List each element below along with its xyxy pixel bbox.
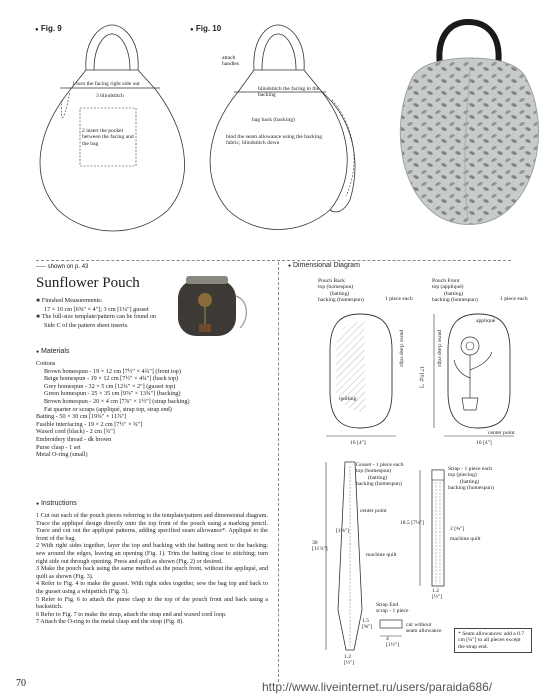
strap-bottom: 1.2 [½"] (432, 588, 443, 601)
strap-end-height: 1.5 [⅝"] (362, 618, 373, 631)
strap-end-cut: cut without seam allowance (406, 622, 442, 635)
shown-on: ----- shown on p. 43 (36, 264, 89, 270)
instruction-step: 4 Refer to Fig. 4 to make the gusset. With right sides together, sew the bag top and back to the gusset using a whipstitch (Fig. 5). (36, 580, 268, 595)
fig10-label: ● Fig. 10 (190, 24, 222, 33)
material-item: Beige homespun - 19 × 12 cm [7½" × 4¾"] (back top) (44, 375, 179, 383)
instruction-step: 3 Make the pouch back using the same method as the pouch front, without the appliqué, and quilt as shown (Fig. 3). (36, 565, 268, 580)
instruction-step: 5 Refer to Fig. 6 to attach the purse clasp to the top of the pouch front and back using a backstitch. (36, 595, 268, 611)
material-item: Fat quarter or scraps (appliqué, strap top, strap end) (44, 405, 172, 413)
seam-note: * Seam allowances: add a 0.7 cm [¼"] to all pieces except the strap end. (454, 628, 532, 653)
fig10-note-blindstitch: blindstitch the facing to the backing (258, 86, 320, 99)
fig9-note-3: 3 blindstitch (96, 93, 124, 99)
gusset-labels: Gusset - 1 piece each top (homespun) (batting) backing (homespun) (356, 462, 404, 488)
instruction-step: 1 Cut out each of the pouch pieces referring to the template/pattern and dimensional diagram. Trace the appliqué design directly onto the top front of the pouch using a marking pencil. Trace and cut out the appliqué patterns, adding specified seam allowance*. Appliqué to the front of the bag. (36, 512, 268, 542)
materials-list: Cottons Brown homespun - 19 × 12 cm [7½" × 4¾"] (front top) Beige homespun - 19 × 12 cm [7½" × 4¾"] (back top) Grey homespun - 32 × 5 cm [12¾" × 2"] (gusset top) Green homespun - 25 × 35 cm [9⅞" × 13¾"] (backing) Brown homespun - 20 × 4 cm [7⅞" × 1½"] (strap backing) Fat quarter or scraps (appliqué, strap top, strap end) Batting - 50 × 30 cm [19¾" × 11⅞"] Fusible interfacing - 19 × 2 cm [7½" × ¾"] Waxed cord (black) - 2 cm [¾"] Embroidery thread - dk brown Purse clasp - 1 set Metal O-ring (small) (36, 360, 251, 459)
gusset-top-width: [1⅛"] (336, 528, 350, 534)
instructions-heading: ● Instructions (36, 500, 77, 507)
front-center-point: center point (488, 430, 515, 436)
page-number: 70 (16, 678, 26, 689)
instruction-step: 7 Attach the O-ring to the metal clasp and the strap (Fig. 8). (36, 618, 184, 626)
back-width: 10 [4"] (350, 440, 366, 446)
fig10-note-handles: attach handles (222, 55, 240, 68)
front-applique: appliqué (476, 318, 496, 324)
back-clasp-edge: purse clasp edge (398, 330, 405, 367)
material-item: Brown homespun - 20 × 4 cm [7⅞" × 1½"] (strap backing) (44, 397, 190, 405)
gusset-length: 30 [11⅞"] (312, 540, 328, 553)
material-item: Purse clasp - 1 set (36, 443, 81, 451)
strap-labels: Strap - 1 piece each top (piecing) (batting) backing (homespun) (448, 466, 494, 492)
material-item: Metal O-ring (small) (36, 451, 88, 459)
gusset-center-point: center point (360, 508, 387, 514)
fig9-note-2: 2 insert the pocket between the facing and the bag (82, 128, 134, 147)
material-item: Grey homespun - 32 × 5 cm [12¾" × 2"] (gusset top) (44, 382, 176, 390)
front-width: 10 [4"] (476, 440, 492, 446)
measurements: ✱ Finished Measurements: 17 × 10 cm [6⅝" × 4"]; 3 cm [1¼"] gusset ✱ The full-size template/pattern can be found on Side C of the pattern sheet inserts. (36, 297, 157, 329)
back-count: 1 piece each (385, 296, 413, 302)
instruction-step: 6 Refer to Fig. 7 to make the strap, attach the strap end and waxed cord loop. (36, 610, 227, 618)
diagram-heading: ● Dimensional Diagram (288, 262, 360, 269)
fig10-note-seam: bind the seam allowance using the backing fabric; blindstitch down (226, 134, 322, 147)
strap-end-width: 4 [1½"] (386, 636, 400, 649)
material-item: Brown homespun - 19 × 12 cm [7½" × 4¾"] (front top) (44, 367, 181, 375)
strap-end-labels: Strap End scrap - 1 piece (376, 602, 409, 615)
back-quilting: quilting (339, 396, 357, 402)
front-clasp-edge: purse clasp edge (436, 330, 443, 367)
materials-heading: ● Materials (36, 348, 70, 355)
front-height: 17 [6⅝"] (418, 366, 425, 388)
gusset-machine-quilt: machine quilt (366, 552, 397, 558)
page-title: Sunflower Pouch (36, 275, 140, 291)
back-labels: Pouch Back top (homespun) (batting) backing (homespun) (318, 278, 364, 304)
material-item: Batting - 50 × 30 cm [19¾" × 11⅞"] (36, 413, 127, 421)
strap-machine-quilt: machine quilt (450, 536, 481, 542)
instruction-step: 2 With right sides together, layer the top and backing with the batting next to the backing; sew around the edges, leaving an opening (Fig. 1). Trim the batting close to stitching; turn right side out through opening. Press and quilt as shown (Fig. 2) or desired. (36, 542, 268, 565)
strap-width: 2 [¾"] (450, 526, 465, 532)
material-item: Waxed cord (black) - 2 cm [¾"] (36, 428, 115, 436)
material-item: Fusible interfacing - 19 × 2 cm [7½" × ¾"] (36, 420, 143, 428)
fig10-note-backing: bag back (backing) (252, 117, 295, 123)
material-item: Embroidery thread - dk brown (36, 435, 112, 443)
fig9-label: ● Fig. 9 (35, 24, 62, 33)
front-labels: Pouch Front top (appliqué) (batting) backing (homespun) (432, 278, 478, 304)
strap-length: 18.5 [7¼"] (400, 520, 425, 526)
material-item: Green homespun - 25 × 35 cm [9⅞" × 13¾"] (backing) (44, 390, 181, 398)
gusset-bottom: 1.2 [½"] (344, 654, 355, 667)
watermark: http://www.liveinternet.ru/users/paraida686/ (262, 680, 493, 694)
front-count: 1 piece each (500, 296, 528, 302)
fig9-note-1: 1 turn the facing right side out (72, 81, 140, 87)
